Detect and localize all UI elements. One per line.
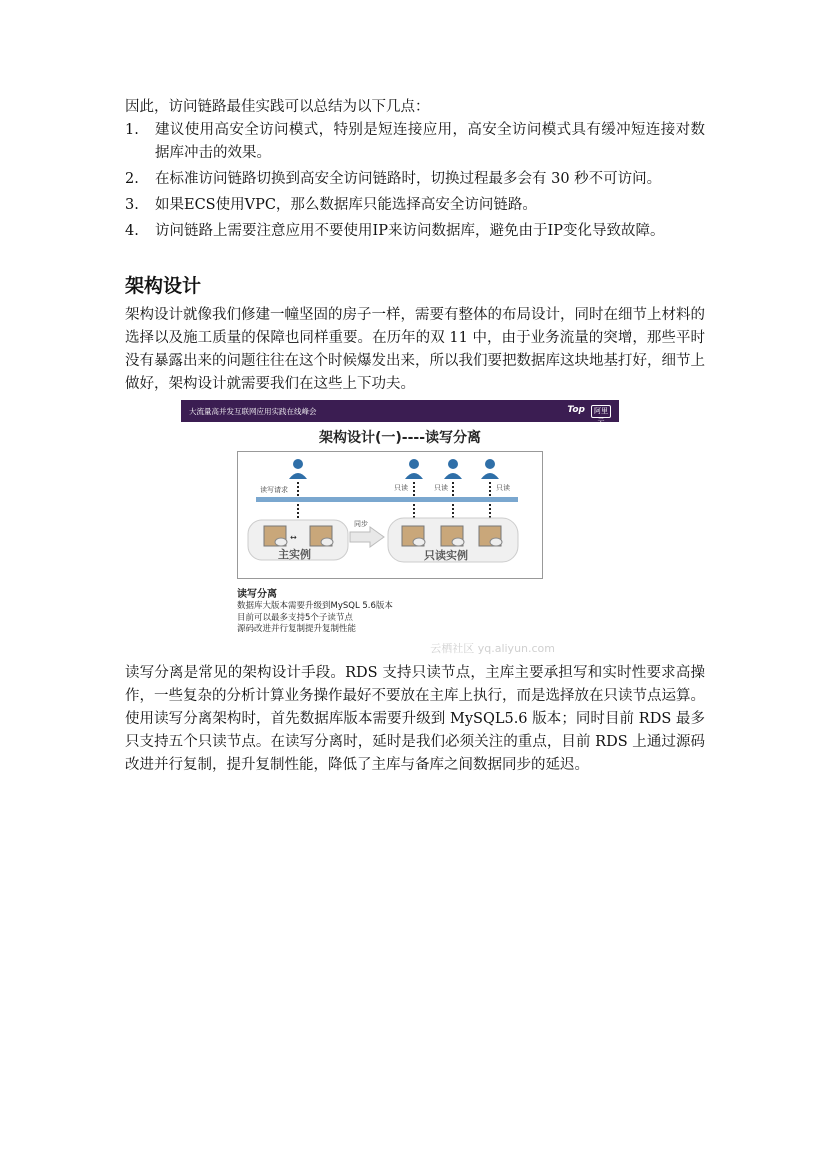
closing-paragraph: 读写分离是常见的架构设计手段。RDS 支持只读节点，主库主要承担写和实时性要求高操作，一些复杂的分析计算业务操作最好不要放在主库上执行，而是选择放在只读节点运算。使用读写分离架构时，首先数据库版本需要升级到 MySQL5.6 版本；同时目前 RDS 最多只支持五个只读节点。在读写分离时，延时是我们必须关注的重点，目前 RDS 上通过源码改进并行复制，提升复制性能，降低了主库与备库之间数据同步的延迟。 bbox=[125, 665, 705, 773]
aliyun-logo: 阿里云 bbox=[591, 405, 611, 418]
label-sync: 同步 bbox=[354, 520, 368, 528]
database-icon bbox=[479, 526, 502, 546]
list-number: 1. bbox=[125, 122, 139, 138]
list-number: 3. bbox=[125, 197, 139, 213]
list-text: 访问链路上需要注意应用不要使用IP来访问数据库，避免由于IP变化导致故障。 bbox=[155, 223, 665, 239]
label-readonly: 只读 bbox=[496, 484, 510, 492]
caption-heading: 读写分离 bbox=[237, 589, 277, 600]
svg-text:↔: ↔ bbox=[290, 533, 297, 542]
sync-arrow bbox=[350, 527, 384, 547]
list-item bbox=[125, 119, 705, 165]
list-number: 4. bbox=[125, 223, 139, 239]
list-item bbox=[125, 168, 705, 191]
list-number: 2. bbox=[125, 171, 139, 187]
user-icon bbox=[444, 459, 462, 479]
caption-line: 源码改进并行复制提升复制性能 bbox=[237, 624, 357, 634]
figure-title: 架构设计(一)----读写分离 bbox=[318, 430, 482, 446]
intro-text: 因此，访问链路最佳实践可以总结为以下几点： bbox=[125, 99, 430, 115]
list-text: 如果ECS使用VPC，那么数据库只能选择高安全访问链路。 bbox=[155, 197, 537, 213]
figure-caption bbox=[237, 588, 393, 636]
database-icon bbox=[310, 526, 333, 546]
read-write-split-diagram bbox=[237, 451, 543, 579]
list-item bbox=[125, 194, 705, 217]
database-icon bbox=[441, 526, 464, 546]
watermark: 云栖社区 yq.aliyun.com bbox=[430, 642, 555, 655]
list-item bbox=[125, 220, 705, 243]
list-text: 建议使用高安全访问模式，特别是短连接应用，高安全访问模式具有缓冲短连接对数据库冲击的效果。 bbox=[155, 122, 705, 161]
figure-banner bbox=[181, 400, 619, 426]
database-icon bbox=[402, 526, 425, 546]
best-practice-list bbox=[125, 119, 705, 243]
user-icon bbox=[289, 459, 307, 479]
user-icon bbox=[481, 459, 499, 479]
section-paragraph: 架构设计就像我们修建一幢坚固的房子一样，需要有整体的布局设计，同时在细节上材料的选择以及施工质量的保障也同样重要。在历年的双 11 中，由于业务流量的突增，那些平时没有暴露出来的问题往往在这个时候爆发出来，所以我们要把数据库这块地基打好，细节上做好，架构设计就需要我们在这些上下功夫。 bbox=[125, 307, 705, 392]
caption-line: 目前可以最多支持5个子读节点 bbox=[237, 612, 353, 623]
database-icon bbox=[264, 526, 287, 546]
banner-text: 大流量高并发互联网应用实践在线峰会 bbox=[189, 407, 317, 416]
architecture-figure bbox=[181, 400, 619, 656]
label-readonly: 只读 bbox=[394, 484, 408, 492]
label-rw-request: 读写请求 bbox=[260, 486, 288, 494]
label-master: 主实例 bbox=[278, 548, 311, 561]
list-text: 在标准访问链路切换到高安全访问链路时，切换过程最多会有 30 秒不可访问。 bbox=[155, 171, 662, 187]
label-replicas: 只读实例 bbox=[424, 549, 468, 562]
document-page bbox=[125, 96, 705, 777]
request-bus bbox=[256, 497, 518, 502]
caption-line: 数据库大版本需要升级到MySQL 5.6版本 bbox=[237, 601, 393, 611]
section-heading: 架构设计 bbox=[125, 275, 202, 297]
label-readonly: 只读 bbox=[434, 484, 448, 492]
banner-logo: Top bbox=[567, 405, 585, 415]
user-icon bbox=[405, 459, 423, 479]
